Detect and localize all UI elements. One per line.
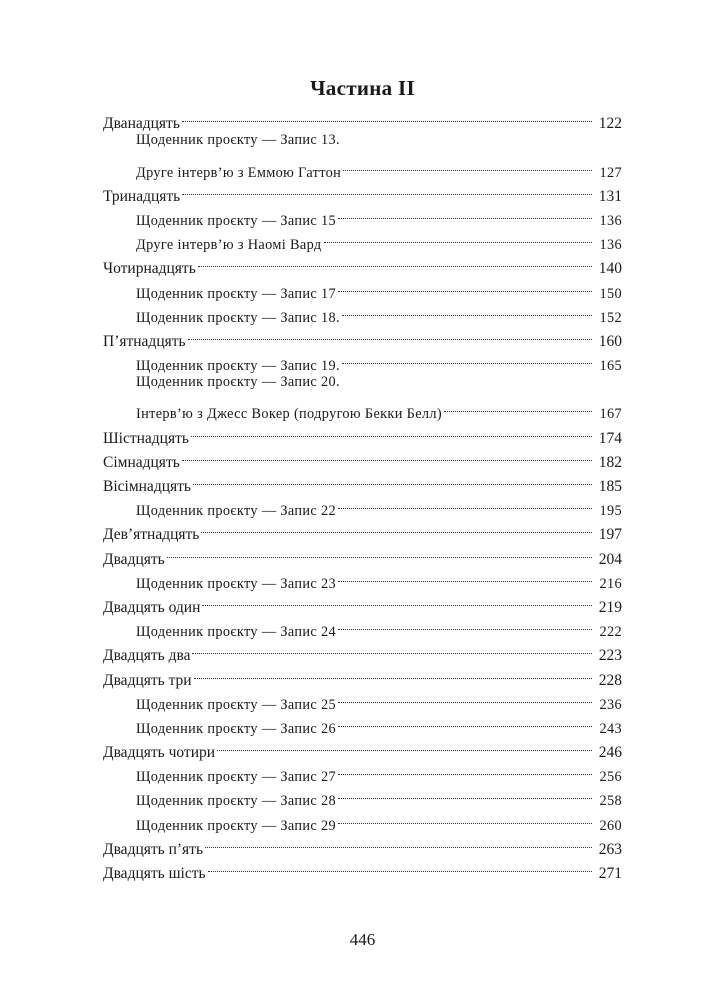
toc-entry-page: 246: [598, 744, 622, 762]
toc-entry-label: Щоденник проєкту — Запис 27: [136, 769, 337, 786]
toc-entry-label: П’ятнадцять: [103, 332, 186, 350]
dot-leader: [194, 660, 592, 684]
toc-entry-label: Щоденник проєкту — Запис 23: [136, 575, 337, 592]
toc-entry-page: 182: [598, 453, 622, 471]
toc-entry-label: Інтерв’ю з Джесс Вокер (подругою Бекки Белл): [136, 406, 442, 423]
toc-entry-page: 222: [599, 624, 622, 641]
toc-entry-label: Дев’ятнадцять: [103, 526, 200, 544]
toc-entry-page: 256: [599, 769, 622, 786]
toc-entry-label: Чотирнадцять: [103, 260, 196, 278]
toc-entry-label: Друге інтерв’ю з Наомі Вард: [136, 237, 322, 254]
toc-subentry: [103, 346, 622, 375]
toc-entry-label: Щоденник проєкту — Запис 25: [136, 696, 337, 713]
toc-entry-page: 216: [599, 575, 622, 592]
dot-leader: [188, 322, 592, 346]
toc-entry-page: 150: [599, 285, 622, 302]
dot-leader: [338, 491, 592, 515]
toc-entry-page: 236: [599, 696, 622, 713]
toc-chapter-entry: [103, 733, 622, 762]
part-title: Частина II: [310, 76, 415, 100]
toc-entry-label: Щоденник проєкту — Запис 20.: [136, 374, 340, 391]
toc-chapter-entry: [103, 636, 622, 665]
toc-subentry: [103, 491, 622, 520]
toc-entry-page: 122: [598, 115, 622, 133]
toc-entry-label: Двадцять шість: [103, 865, 206, 882]
toc-chapter-entry: [103, 418, 622, 447]
toc-entry-page: 228: [598, 671, 622, 689]
toc-subentry: [103, 564, 622, 592]
toc-entry-label: Шістнадцять: [103, 429, 189, 447]
toc-entry-label: Щоденник проєкту — Запис 24: [136, 624, 337, 641]
dot-leader: [205, 830, 592, 854]
toc-entry-page: 271: [598, 865, 622, 882]
toc-subentry: [103, 805, 622, 834]
toc-subentry: [103, 757, 622, 786]
dot-leader: [338, 564, 592, 588]
toc-entry-page: 185: [598, 478, 622, 495]
toc-entry-page: 152: [599, 309, 622, 326]
toc-subentry: [103, 394, 622, 423]
dot-leader: [342, 298, 592, 322]
toc-entry-label: Щоденник проєкту — Запис 26: [136, 720, 337, 737]
toc-entry-page: 127: [599, 164, 622, 181]
toc-entry-page: 197: [598, 526, 622, 544]
dot-leader: [338, 685, 592, 709]
dot-leader: [182, 177, 592, 201]
dot-leader: [343, 152, 592, 176]
toc-chapter-entry: [103, 588, 622, 616]
toc-chapter-entry: [103, 539, 622, 568]
toc-entry-label: Тринадцять: [103, 187, 181, 205]
dot-leader: [338, 201, 592, 225]
toc-subentry: [103, 370, 622, 394]
toc-subentry: [103, 152, 622, 181]
toc-subentry: [103, 225, 622, 254]
toc-subentry: [103, 273, 622, 302]
toc-entry-label: Двадцять чотири: [103, 744, 216, 762]
toc-entry-page: 258: [599, 793, 622, 810]
toc-entry-label: Двадцять один: [103, 598, 201, 616]
toc-chapter-entry: [103, 854, 622, 882]
toc-entry-label: Щоденник проєкту — Запис 15: [136, 212, 337, 229]
toc-entry-page: 160: [598, 332, 622, 350]
toc-subentry: [103, 128, 622, 152]
toc-chapter-entry: [103, 104, 622, 133]
toc-entry-page: 174: [598, 429, 622, 447]
toc-subentry: [103, 685, 622, 713]
toc-entry-label: Двадцять три: [103, 671, 192, 689]
toc-chapter-entry: [103, 660, 622, 689]
dot-leader: [338, 781, 592, 805]
dot-leader: [444, 394, 592, 418]
toc-chapter-entry: [103, 467, 622, 495]
table-of-contents: [103, 104, 622, 882]
toc-entry-page: 136: [599, 212, 622, 229]
toc-entry-page: 131: [598, 187, 622, 205]
toc-entry-label: Двадцять два: [103, 647, 191, 665]
toc-chapter-entry: [103, 249, 622, 278]
toc-subentry: [103, 612, 622, 641]
dot-leader: [338, 709, 592, 733]
toc-chapter-entry: [103, 443, 622, 471]
dot-leader: [338, 612, 592, 636]
toc-entry-label: Щоденник проєкту — Запис 19.: [136, 358, 340, 375]
dot-leader: [208, 854, 592, 878]
dot-leader: [182, 443, 592, 467]
dot-leader: [192, 636, 592, 660]
dot-leader: [342, 346, 592, 370]
dot-leader: [324, 225, 592, 249]
toc-chapter-entry: [103, 830, 622, 858]
dot-leader: [338, 273, 592, 297]
dot-leader: [193, 467, 592, 491]
toc-entry-page: 223: [598, 647, 622, 665]
dot-leader: [338, 757, 592, 781]
toc-chapter-entry: [103, 322, 622, 350]
toc-entry-page: 167: [599, 406, 622, 423]
toc-entry-label: Щоденник проєкту — Запис 13.: [136, 132, 340, 149]
toc-entry-label: Двадцять: [103, 550, 165, 568]
toc-entry-page: 136: [599, 237, 622, 254]
toc-entry-label: Щоденник проєкту — Запис 17: [136, 285, 337, 302]
toc-entry-page: 195: [599, 503, 622, 520]
dot-leader: [202, 588, 592, 612]
dot-leader: [191, 418, 592, 442]
toc-entry-label: Щоденник проєкту — Запис 28: [136, 793, 337, 810]
toc-entry-page: 204: [598, 550, 622, 568]
toc-entry-page: 165: [599, 358, 622, 375]
dot-leader: [182, 104, 592, 128]
page-number: 446: [349, 930, 376, 949]
dot-leader: [201, 515, 592, 539]
toc-subentry: [103, 201, 622, 229]
toc-entry-page: 243: [599, 720, 622, 737]
toc-subentry: [103, 781, 622, 810]
dot-leader: [198, 249, 592, 273]
toc-entry-label: Сімнадцять: [103, 453, 180, 471]
toc-entry-label: Щоденник проєкту — Запис 18.: [136, 309, 340, 326]
toc-entry-label: Дванадцять: [103, 115, 180, 133]
toc-entry-page: 260: [599, 817, 622, 834]
dot-leader: [217, 733, 592, 757]
toc-entry-page: 263: [598, 840, 622, 858]
toc-entry-page: 219: [598, 598, 622, 616]
toc-chapter-entry: [103, 177, 622, 205]
toc-entry-label: Щоденник проєкту — Запис 29: [136, 817, 337, 834]
dot-leader: [167, 539, 592, 563]
toc-subentry: [103, 298, 622, 326]
toc-subentry: [103, 709, 622, 737]
toc-entry-label: Двадцять п’ять: [103, 840, 204, 858]
toc-entry-label: Щоденник проєкту — Запис 22: [136, 503, 337, 520]
dot-leader: [338, 805, 592, 829]
toc-entry-label: Друге інтерв’ю з Еммою Гаттон: [136, 164, 342, 181]
toc-chapter-entry: [103, 515, 622, 544]
toc-entry-page: 140: [598, 260, 622, 278]
toc-entry-label: Вісімнадцять: [103, 478, 191, 495]
